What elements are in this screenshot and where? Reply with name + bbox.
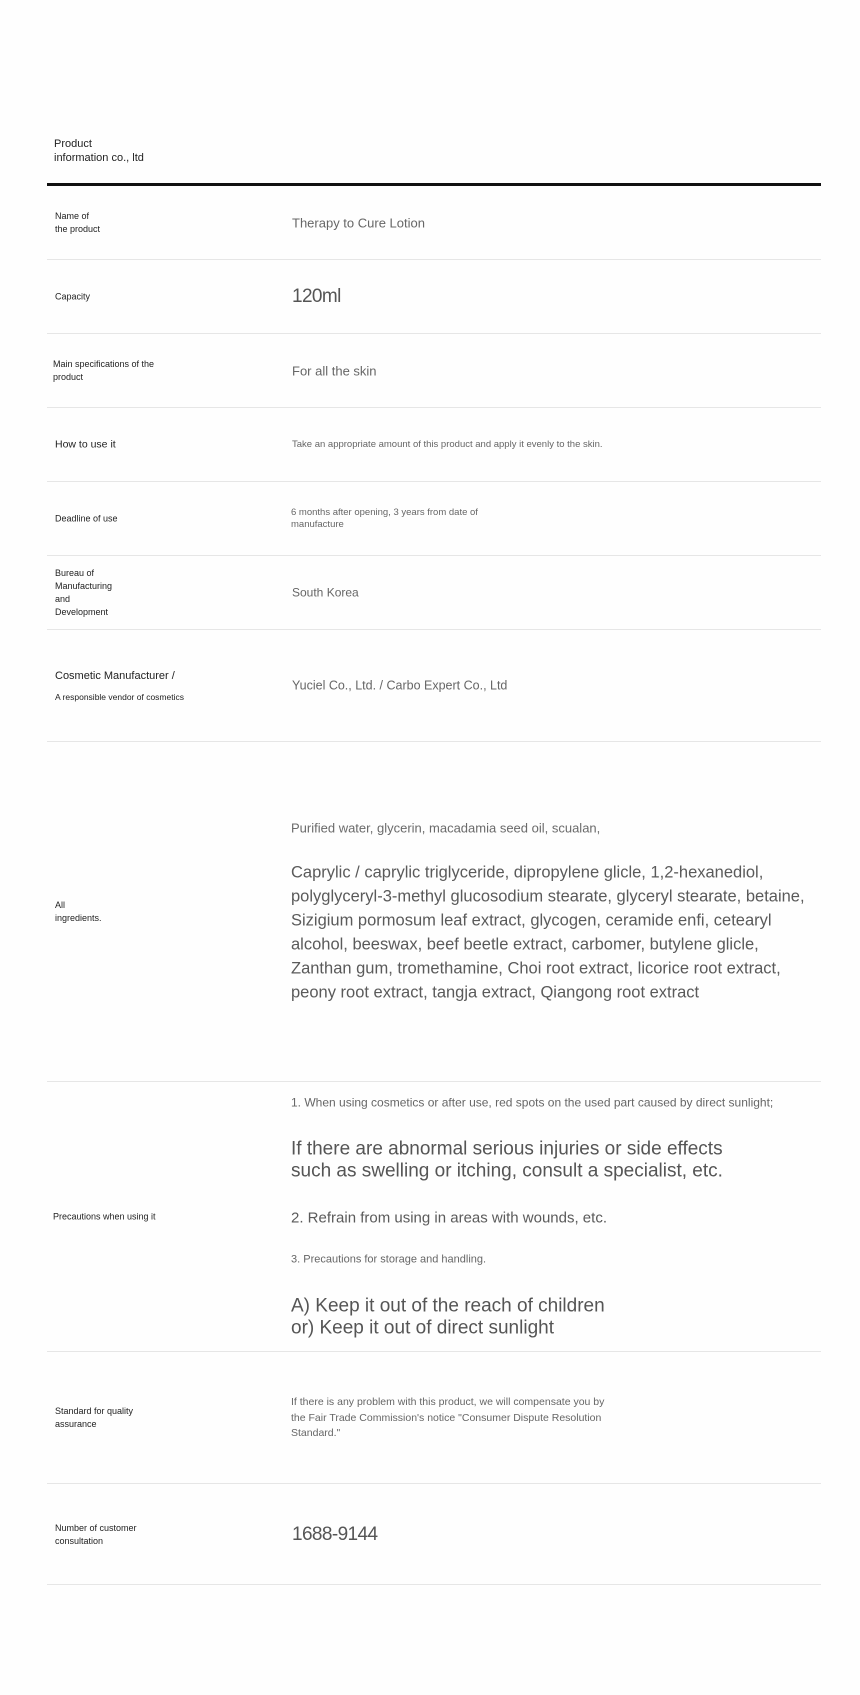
- row-divider: [47, 1584, 821, 1585]
- row-manufacturer: [47, 630, 821, 742]
- precaution-line-2: If there are abnormal serious injuries or side effects such as swelling or itching, consult a specialist, etc.: [291, 1138, 723, 1182]
- row-deadline: [47, 482, 821, 556]
- manufacturer-label-line1: Cosmetic Manufacturer /: [55, 670, 175, 682]
- how-to-use-value: Take an appropriate amount of this product and apply it evenly to the skin.: [292, 439, 603, 450]
- row-how-to-use: [47, 408, 821, 482]
- row-customer-consultation: [47, 1484, 821, 1585]
- ingredients-value: [291, 802, 805, 1023]
- row-capacity: [47, 260, 821, 334]
- product-name-label: Name of the product: [55, 211, 101, 234]
- row-bureau: [47, 556, 821, 630]
- how-to-use-label: How to use it: [55, 438, 116, 451]
- precaution-line-4: 3. Precautions for storage and handling.: [291, 1253, 487, 1266]
- ingredients-label: All ingredients.: [55, 900, 102, 923]
- page-title: Product information co., ltd: [54, 138, 144, 164]
- consultation-label: Number of customer consultation: [55, 1522, 137, 1546]
- precautions-value: [291, 1077, 773, 1358]
- ingredients-list: Caprylic / caprylic triglyceride, dipropylene glicle, 1,2-hexanediol, polyglyceryl-3-methyl glucosodium stearate, glyceryl stearate, betaine, Sizigium pormosum leaf extract, glycogen, ceramide enfi, cetearyl alcohol, beeswax, beef beetle extract, carbomer, butylene glicle, Zanthan gum, tromethamine, Choi root extract, licorice root extract, peony root extract, tangja extract, Qiangong root extract: [291, 863, 805, 1002]
- product-name-value: Therapy to Cure Lotion: [292, 215, 425, 231]
- row-product-name: [47, 186, 821, 260]
- bureau-label: Bureau of Manufacturing and Development: [55, 568, 113, 617]
- capacity-value: 120ml: [292, 286, 341, 307]
- deadline-value: 6 months after opening, 3 years from date of manufacture: [291, 507, 478, 530]
- manufacturer-label-line2: A responsible vendor of cosmetics: [55, 692, 184, 702]
- quality-label: Standard for quality assurance: [55, 1406, 134, 1429]
- precaution-line-5: A) Keep it out of the reach of children or) Keep it out of direct sunlight: [291, 1295, 605, 1339]
- capacity-label: Capacity: [55, 291, 91, 302]
- ingredients-intro: Purified water, glycerin, macadamia seed oil, scualan,: [291, 820, 601, 836]
- precautions-label: Precautions when using it: [53, 1211, 156, 1222]
- row-quality-assurance: [47, 1352, 821, 1484]
- row-ingredients: [47, 742, 821, 1082]
- specifications-value: For all the skin: [292, 363, 377, 379]
- consultation-value: 1688-9144: [292, 1523, 378, 1545]
- precaution-line-1: 1. When using cosmetics or after use, red spots on the used part caused by direct sunlight;: [291, 1095, 774, 1110]
- row-main-specifications: [47, 334, 821, 408]
- row-precautions: [47, 1082, 821, 1352]
- specifications-label: Main specifications of the product: [53, 359, 155, 382]
- bureau-value: South Korea: [292, 585, 359, 600]
- precaution-line-3: 2. Refrain from using in areas with wounds, etc.: [291, 1209, 607, 1227]
- deadline-label: Deadline of use: [55, 513, 118, 524]
- manufacturer-label: [55, 669, 184, 703]
- manufacturer-value: Yuciel Co., Ltd. / Carbo Expert Co., Ltd: [292, 678, 508, 693]
- quality-value: If there is any problem with this product, we will compensate you by the Fair Trade Commission's notice "Consumer Dispute Resolution Standard.": [291, 1395, 605, 1439]
